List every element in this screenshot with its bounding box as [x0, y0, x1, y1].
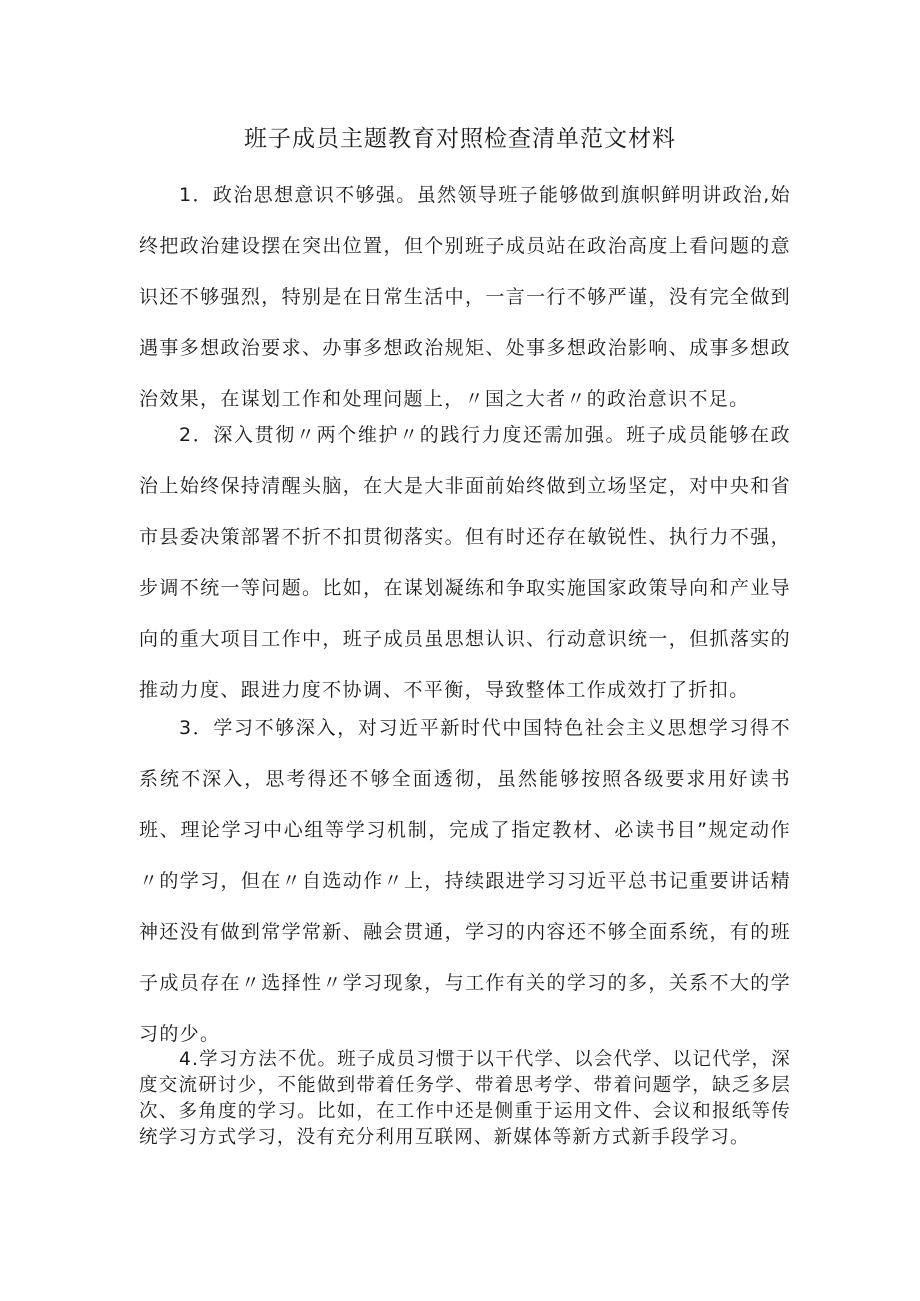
paragraph-4: 4.学习方法不优。班子成员习惯于以干代学、以会代学、以记代学，深度交流研讨少，不能做到带着任务学、带着思考学、带着问题学，缺乏多层次、多角度的学习。比如，在工作中还是侧重于运用文件、会议和报纸等传统学习方式学习，没有充分利用互联网、新媒体等新方式新手段学习。	[139, 1049, 791, 1148]
paragraph-3: 3．学习不够深入，对习近平新时代中国特色社会主义思想学习得不系统不深入，思考得还不够全面透彻，虽然能够按照各级要求用好读书班、理论学习中心组等学习机制，完成了指定教材、必读书目”规定动作〃的学习，但在〃自选动作〃上，持续跟进学习习近平总书记重要讲话精神还没有做到常学常新、融会贯通，学习的内容还不够全面系统，有的班子成员存在〃选择性〃学习现象，与工作有关的学习的多，关系不大的学习的少。	[139, 717, 791, 1045]
document-title: 班子成员主题教育对照检查清单范文材料	[244, 126, 676, 152]
paragraph-1: 1．政治思想意识不够强。虽然领导班子能够做到旗帜鲜明讲政治,始终把政治建设摆在突出位置，但个别班子成员站在政治高度上看问题的意识还不够强烈，特别是在日常生活中，一言一行不够严谨，没有完全做到遇事多想政治要求、办事多想政治规矩、处事多想政治影响、成事多想政治效果，在谋划工作和处理问题上，〃国之大者〃的政治意识不足。	[139, 184, 791, 410]
paragraph-2: 2．深入贯彻〃两个维护〃的践行力度还需加强。班子成员能够在政治上始终保持清醒头脑，在大是大非面前始终做到立场坚定，对中央和省市县委决策部署不折不扣贯彻落实。但有时还存在敏锐性、执行力不强，步调不统一等问题。比如，在谋划凝练和争取实施国家政策导向和产业导向的重大项目工作中，班子成员虽思想认识、行动意识统一，但抓落实的推动力度、跟进力度不协调、不平衡，导致整体工作成效打了折扣。	[139, 424, 791, 701]
